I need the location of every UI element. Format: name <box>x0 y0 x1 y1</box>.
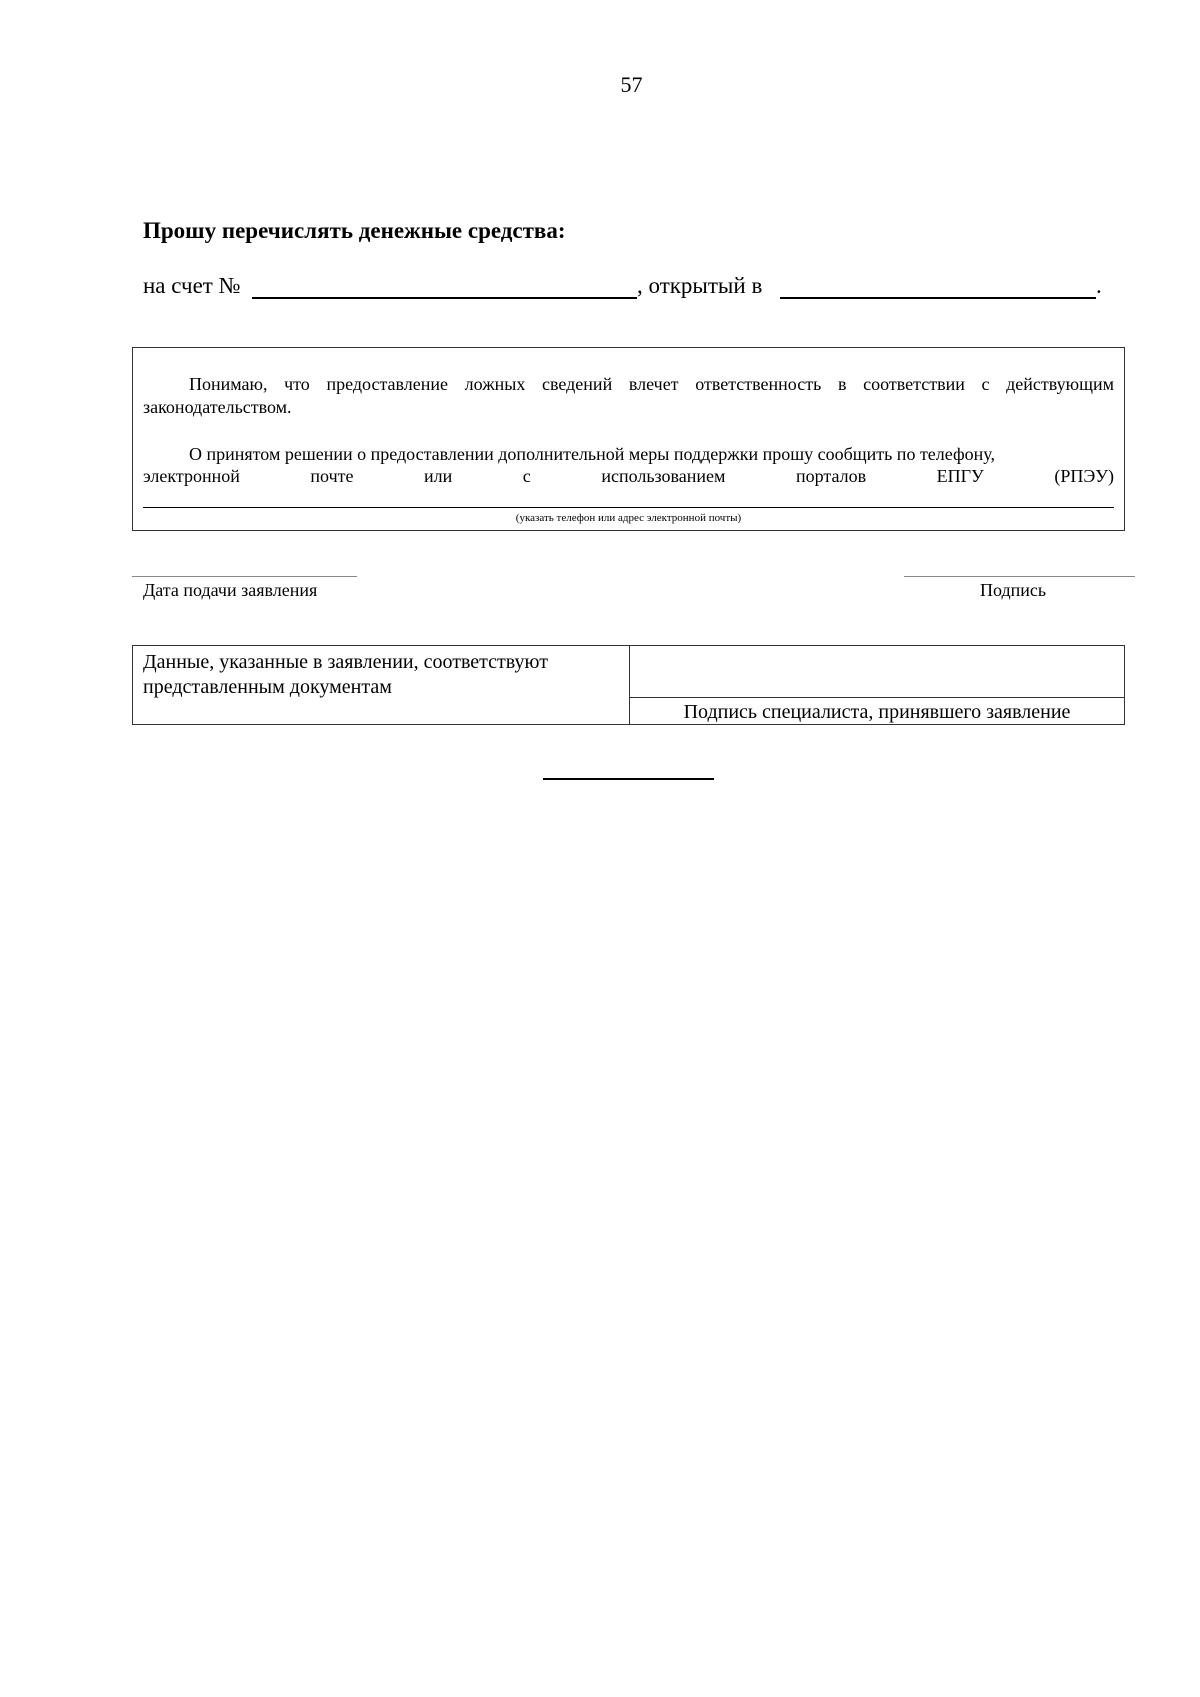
end-period: . <box>1096 273 1102 298</box>
date-label: Дата подачи заявления <box>143 580 318 600</box>
page-number: 57 <box>620 72 643 97</box>
signature-field-line[interactable] <box>904 576 1135 577</box>
transfer-heading: Прошу перечислять денежные средства: <box>143 218 566 243</box>
word: электронной <box>143 466 240 486</box>
contact-hint: (указать телефон или адрес электронной почты) <box>515 512 742 524</box>
contact-input-line[interactable] <box>143 507 1114 508</box>
end-separator <box>543 778 714 780</box>
account-line <box>143 273 1103 303</box>
word: с <box>522 466 531 486</box>
signature-label: Подпись <box>980 580 1047 600</box>
word: или <box>424 466 453 486</box>
decision-notice-continuation <box>143 466 1114 487</box>
specialist-signature-line[interactable] <box>629 697 1124 698</box>
specialist-signature-label: Подпись специалиста, принявшего заявление <box>683 701 1071 723</box>
word: порталов <box>795 466 867 486</box>
word: использованием <box>601 466 726 486</box>
date-field-line[interactable] <box>132 576 357 577</box>
liability-notice-text: Понимаю, что предоставление ложных сведений влечет ответственность в соответствии с действующим законодательством. <box>143 374 1114 417</box>
verification-statement: Данные, указанные в заявлении, соответствуют представленным документам <box>143 651 548 698</box>
word: почте <box>310 466 354 486</box>
account-number-field[interactable] <box>252 297 637 299</box>
account-prefix-label: на счет № <box>143 273 241 298</box>
opened-in-label: , открытый в <box>637 273 763 298</box>
decision-notice-text: О принятом решении о предоставлении дополнительной меры поддержки прошу сообщить по телефону, <box>189 444 995 464</box>
verification-table <box>132 645 1125 725</box>
word: ЕПГУ <box>936 466 984 486</box>
bank-name-field[interactable] <box>780 297 1096 299</box>
word: (РПЭУ) <box>1054 466 1114 486</box>
